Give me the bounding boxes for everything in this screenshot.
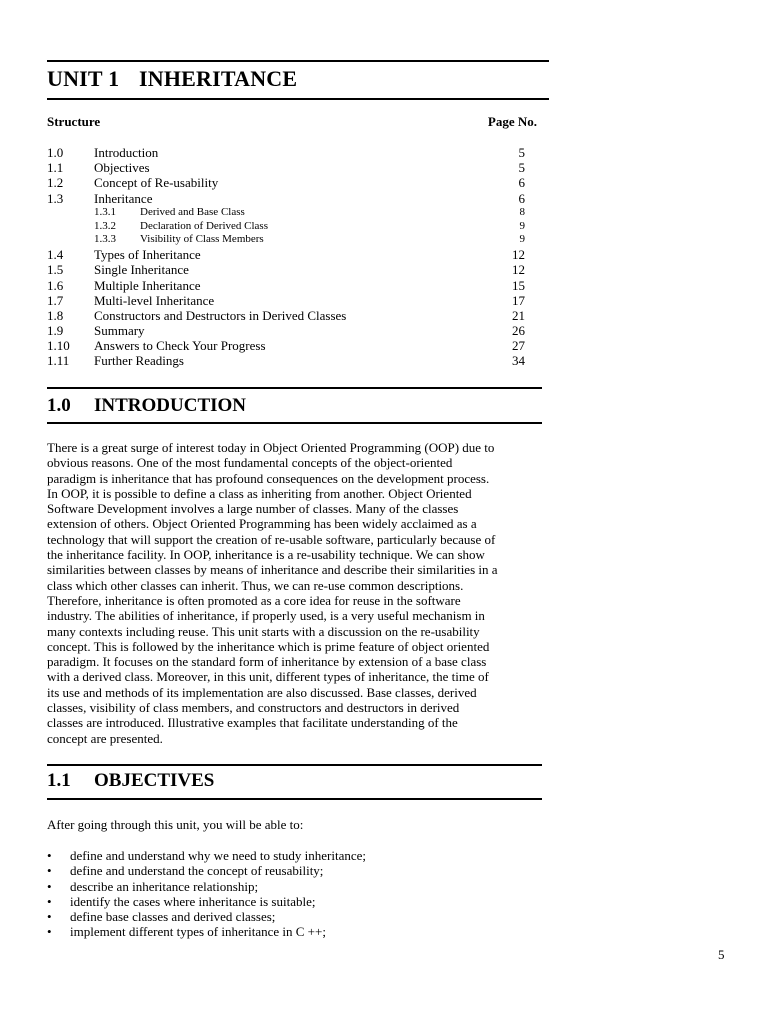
top-rule <box>47 60 549 62</box>
objective-text: describe an inheritance relationship; <box>70 878 259 894</box>
table-of-contents <box>47 145 525 369</box>
objective-text: identify the cases where inheritance is suitable; <box>70 893 316 909</box>
bullet-icon: • <box>47 909 52 925</box>
objectives-top-rule <box>47 764 542 766</box>
toc-number: 1.10 <box>47 338 70 354</box>
toc-page: 26 <box>512 323 525 339</box>
toc-row <box>47 220 525 234</box>
toc-number: 1.3.2 <box>94 219 116 232</box>
toc-row <box>47 353 525 368</box>
toc-number: 1.6 <box>47 277 64 293</box>
toc-row <box>47 262 525 277</box>
toc-page: 9 <box>519 219 525 232</box>
toc-row <box>47 145 525 160</box>
toc-number: 1.3.1 <box>94 205 116 218</box>
intro-heading <box>47 395 246 417</box>
toc-number: 1.3.3 <box>94 233 116 246</box>
toc-row <box>47 278 525 293</box>
toc-title: Multi-level Inheritance <box>94 292 215 308</box>
toc-row <box>47 160 525 175</box>
toc-row <box>47 206 525 220</box>
page-number: 5 <box>718 947 725 962</box>
toc-number: 1.8 <box>47 307 64 323</box>
toc-title: Inheritance <box>94 190 153 206</box>
toc-page: 27 <box>512 338 525 354</box>
toc-title: Objectives <box>94 160 150 176</box>
page-no-label: Page No. <box>487 114 537 129</box>
toc-title: Types of Inheritance <box>94 247 201 263</box>
toc-number: 1.11 <box>47 353 70 369</box>
objectives-title: OBJECTIVES <box>94 770 215 791</box>
toc-title: Introduction <box>94 145 159 160</box>
objective-text: define base classes and derived classes; <box>70 909 276 925</box>
toc-page: 12 <box>512 247 525 263</box>
unit-title-rule <box>47 98 549 100</box>
toc-number: 1.0 <box>47 145 64 160</box>
toc-page: 12 <box>512 262 525 278</box>
bullet-icon: • <box>47 863 52 879</box>
structure-label: Structure <box>47 114 101 129</box>
toc-title: Concept of Re-usability <box>94 175 219 191</box>
unit-title <box>47 66 297 92</box>
structure-header <box>47 114 537 130</box>
toc-row <box>47 323 525 338</box>
toc-number: 1.2 <box>47 175 64 191</box>
bullet-icon: • <box>47 878 52 894</box>
intro-bottom-rule <box>47 422 542 424</box>
objective-item <box>47 879 366 894</box>
toc-row <box>47 233 525 247</box>
toc-number: 1.1 <box>47 160 64 176</box>
toc-title: Visibility of Class Members <box>140 233 264 246</box>
toc-page: 5 <box>518 145 525 160</box>
objectives-list <box>47 848 366 940</box>
unit-number: UNIT 1 <box>47 66 120 91</box>
toc-title: Multiple Inheritance <box>94 277 201 293</box>
toc-number: 1.4 <box>47 247 64 263</box>
unit-heading: INHERITANCE <box>139 66 298 91</box>
toc-page: 17 <box>512 292 525 308</box>
toc-row <box>47 175 525 190</box>
toc-page: 6 <box>518 190 525 206</box>
toc-number: 1.5 <box>47 262 64 278</box>
objective-text: define and understand why we need to study inheritance; <box>70 848 367 863</box>
objective-item <box>47 924 366 939</box>
intro-number: 1.0 <box>47 395 71 416</box>
toc-page: 5 <box>518 160 525 176</box>
objective-text: implement different types of inheritance in C ++; <box>70 924 326 940</box>
objectives-number: 1.1 <box>47 770 71 791</box>
toc-title: Answers to Check Your Progress <box>94 338 266 354</box>
toc-number: 1.7 <box>47 292 64 308</box>
intro-top-rule <box>47 387 542 389</box>
intro-paragraph: There is a great surge of interest today in Object Oriented Programming (OOP) due to obvious reasons. One of the most fundamental concepts of the object-oriented paradigm is inheritance that has profound consequences on the development process. In OOP, it is possible to define a class as inheriting from another. Object Oriented Software Development involves a large number of classes. Many of the classes extension of others. Object Oriented Programming has been widely acclaimed as a technology that will support the creation of re-usable software, particularly because of the inheritance facility. In OOP, inheritance is a re-usability technique. We can show similarities between classes by means of inheritance and describe their similarities in a class which other classes can inherit. Thus, we can re-use common descriptions. Therefore, inheritance is often promoted as a core idea for reuse in the software industry. The abilities of inheritance, if properly used, is a very useful mechanism in many contexts including reuse. This unit starts with a discussion on the re-usability concept. This is followed by the inheritance which is prime feature of object oriented paradigm. It focuses on the standard form of inheritance by extension of a base class with a derived class. Moreover, in this unit, different types of inheritance, the time of its use and methods of its implementation are also discussed. Base classes, derived classes, visibility of class members, and constructors and destructors in derived classes are introduced. Illustrative examples that facilitate understanding of the concept are presented. <box>47 440 498 746</box>
objectives-bottom-rule <box>47 798 542 800</box>
objective-item <box>47 863 366 878</box>
toc-number: 1.3 <box>47 190 64 206</box>
bullet-icon: • <box>47 924 52 940</box>
objective-text: define and understand the concept of reusability; <box>70 863 324 879</box>
toc-row <box>47 191 525 206</box>
objective-item <box>47 894 366 909</box>
bullet-icon: • <box>47 848 52 863</box>
toc-title: Declaration of Derived Class <box>140 219 268 232</box>
toc-title: Summary <box>94 323 145 339</box>
toc-page: 34 <box>512 353 525 369</box>
toc-row <box>47 308 525 323</box>
objective-item <box>47 909 366 924</box>
toc-number: 1.9 <box>47 323 64 339</box>
toc-page: 21 <box>512 307 525 323</box>
objectives-heading <box>47 770 214 792</box>
toc-title: Derived and Base Class <box>140 205 245 218</box>
toc-page: 8 <box>519 205 525 218</box>
toc-title: Constructors and Destructors in Derived Classes <box>94 307 347 323</box>
toc-page: 15 <box>512 277 525 293</box>
toc-row <box>47 338 525 353</box>
toc-title: Further Readings <box>94 353 184 369</box>
intro-title: INTRODUCTION <box>94 395 247 416</box>
toc-row <box>47 293 525 308</box>
toc-row <box>47 247 525 262</box>
toc-page: 6 <box>518 175 525 191</box>
bullet-icon: • <box>47 893 52 909</box>
toc-title: Single Inheritance <box>94 262 189 278</box>
objectives-lead: After going through this unit, you will be able to: <box>47 817 304 832</box>
objective-item <box>47 848 366 863</box>
toc-page: 9 <box>519 233 525 246</box>
